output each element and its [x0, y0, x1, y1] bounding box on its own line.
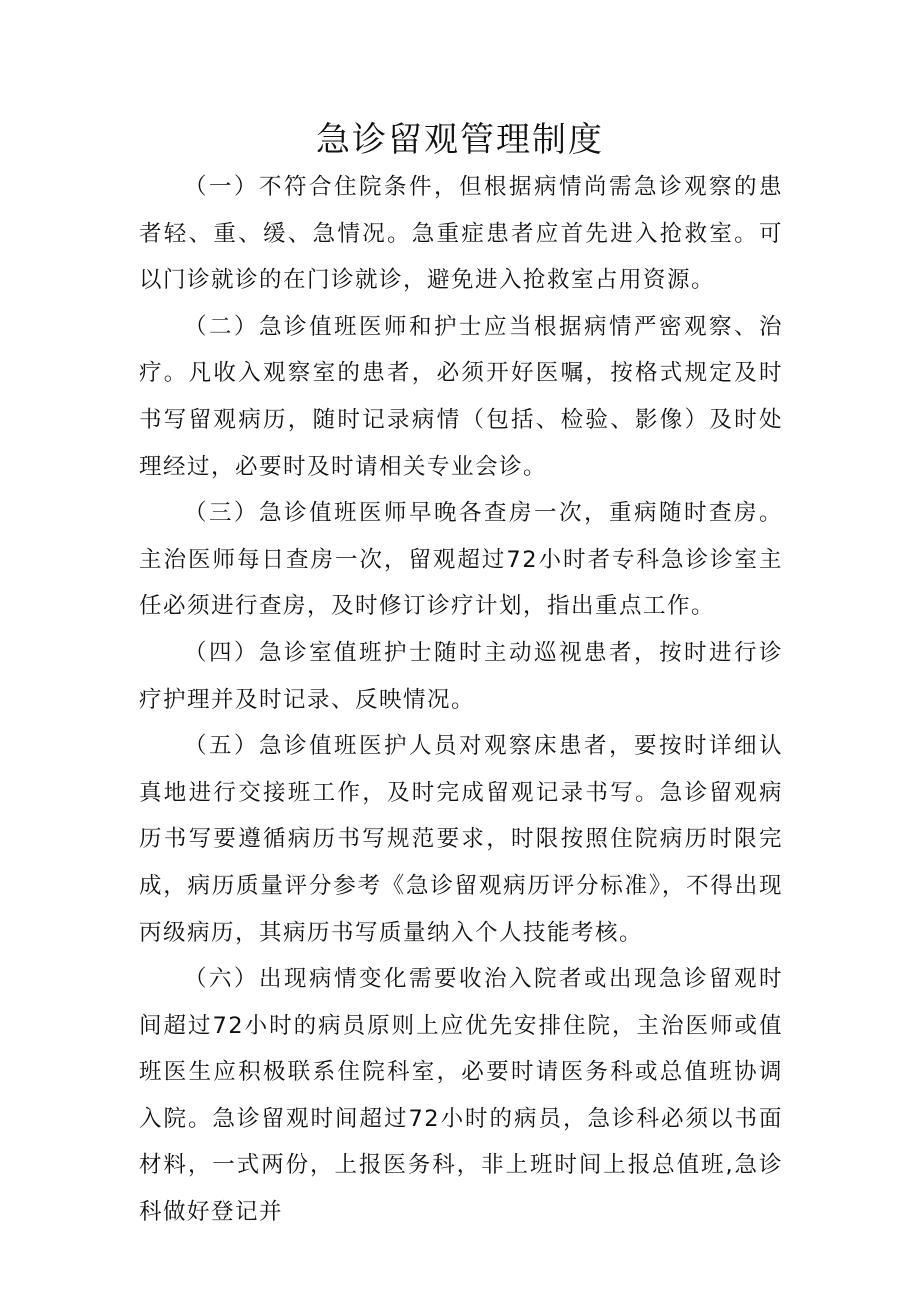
paragraph-5: （五）急诊值班医护人员对观察床患者，要按时详细认真地进行交接班工作，及时完成留观记录书写。急诊留观病历书写要遵循病历书写规范要求，时限按照住院病历时限完成，病历质量评分参考《急诊留观病历评分标准》，不得出现丙级病历，其病历书写质量纳入个人技能考核。 — [139, 733, 783, 946]
paragraph-1: （一）不符合住院条件，但根据病情尚需急诊观察的患者轻、重、缓、急情况。急重症患者应首先进入抢救室。可以门诊就诊的在门诊就诊，避免进入抢救室占用资源。 — [139, 174, 783, 294]
document-title: 急诊留观管理制度 — [316, 120, 604, 160]
paragraph-3: （三）急诊值班医师早晚各查房一次，重病随时查房。主治医师每日查房一次，留观超过72小时者专科急诊诊室主任必须进行查房，及时修订诊疗计划，指出重点工作。 — [139, 500, 783, 620]
paragraph-2: （二）急诊值班医师和护士应当根据病情严密观察、治疗。凡收入观察室的患者，必须开好医嘱，按格式规定及时书写留观病历，随时记录病情（包括、检验、影像）及时处理经过，必要时及时请相关专业会诊。 — [139, 313, 783, 480]
paragraph-4: （四）急诊室值班护士随时主动巡视患者，按时进行诊疗护理并及时记录、反映情况。 — [139, 639, 783, 713]
paragraph-6: （六）出现病情变化需要收治入院者或出现急诊留观时间超过72小时的病员原则上应优先安排住院，主治医师或值班医生应积极联系住院科室，必要时请医务科或总值班协调入院。急诊留观时间超过72小时的病员，急诊科必须以书面材料，一式两份，上报医务科，非上班时间上报总值班,急诊科做好登记并 — [139, 966, 783, 1226]
document-body — [139, 164, 783, 1236]
